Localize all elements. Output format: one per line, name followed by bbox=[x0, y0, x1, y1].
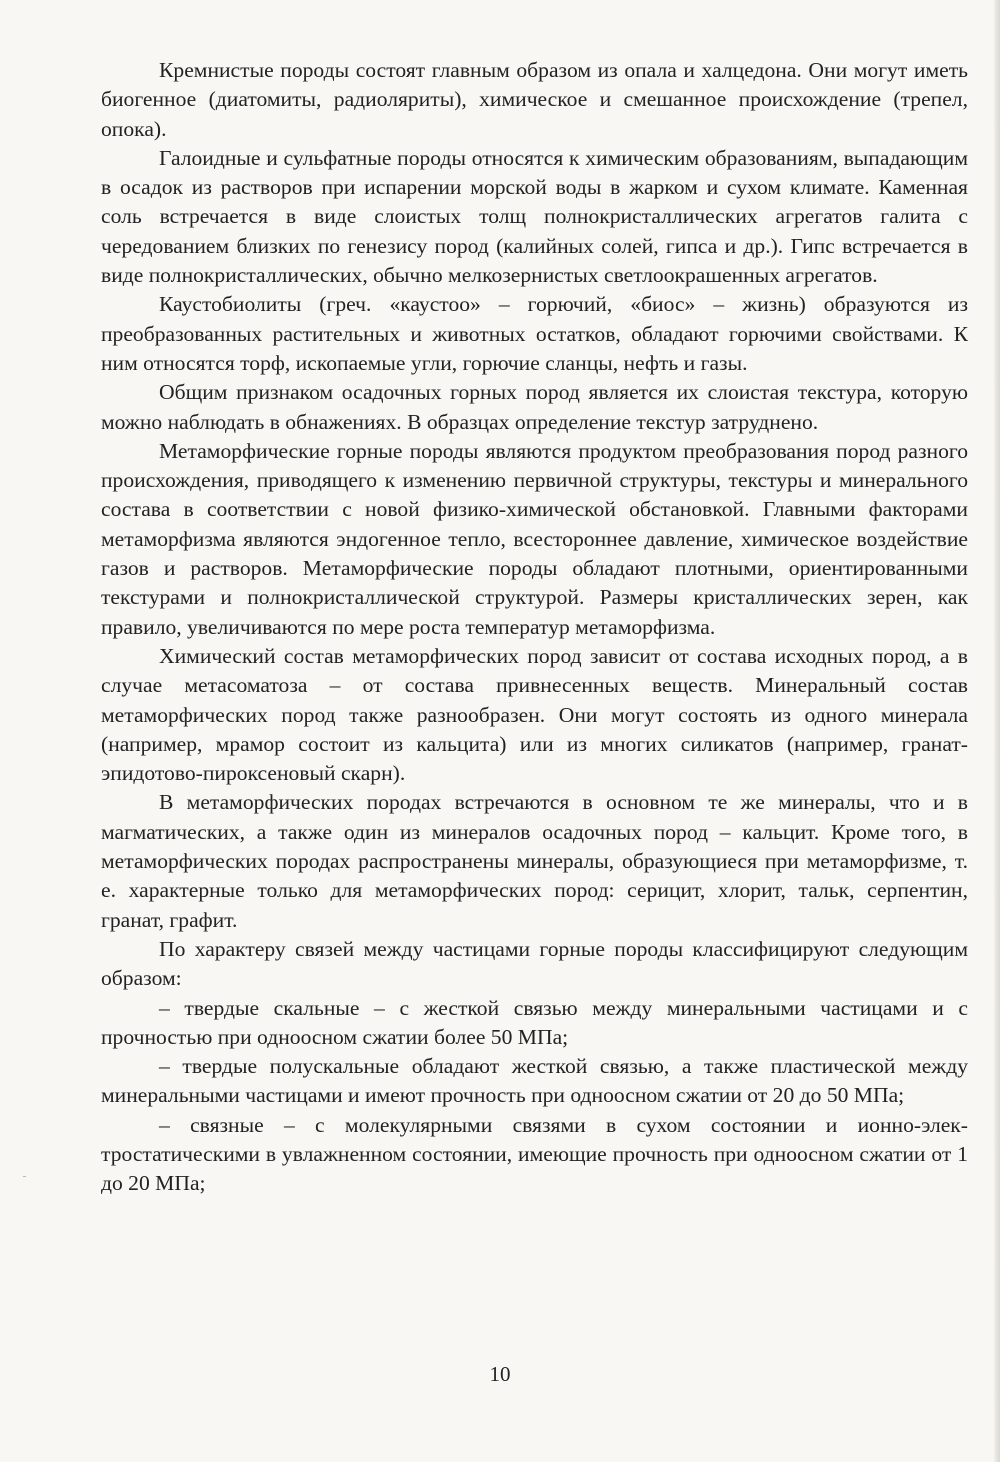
list-item-semi-rock: – твердые полускальные обладают жесткой связью, а также пластической между минеральными частицами и имеют прочность при одноосном сжатии от 20 до 50 МПа; bbox=[101, 1054, 968, 1108]
paragraph-siliceous-rocks: Кремнистые породы состоят главным образом из опала и халцедона. Они могут иметь биогенное (диатомиты, радиоляриты), химическое и смешанное происхождение (трепел, опока). bbox=[101, 58, 968, 141]
scan-speck bbox=[23, 1176, 26, 1177]
list-item-hard-rock: – твердые скальные – с жесткой связью между минеральными частицами и с прочностью при одноосном сжатии более 50 МПа; bbox=[101, 995, 968, 1049]
page-edge-shadow bbox=[994, 0, 1000, 1462]
body-text bbox=[101, 56, 968, 1199]
paragraph-metamorphic-rocks: Метаморфические горные породы являются продуктом преобразования пород разного происхождения, приводящего к изменению первичной структуры, текстуры и минерального состава в соответствии с новой физико-химической обстановкой. Главными факторами метаморфизма являются эндогенное тепло, всестороннее давление, химическое воздействие газов и растворов. Метаморфические породы обладают плотными, ориентированными текстурами и полнокристаллической структурой. Размеры кристаллических зерен, как правило, увеличиваются по мере роста температур метаморфизма. bbox=[101, 438, 968, 639]
paragraph-halide-sulfate-rocks: Галоидные и сульфатные породы относятся к химическим образованиям, выпадающим в осадок из растворов при испарении морской воды в жарком и сухом климате. Каменная соль встречается в виде слоистых толщ полнокристаллических агрегатов галита с чередованием близких по генезису пород (калийных солей, гипса и др.). Гипс встречается в виде полнокристаллических, обычно мелкозернистых светлоокрашенных агрегатов. bbox=[101, 145, 968, 288]
paragraph-classification-intro: По характеру связей между частицами горные породы классифицируют следующим образом: bbox=[101, 936, 968, 991]
page-number: 10 bbox=[489, 1362, 511, 1386]
paragraph-caustobiolites: Каустобиолиты (греч. «каустоо» – горючий, «биос» – жизнь) образуются из преобразованных растительных и животных остатков, обладают горючими свойствами. К ним относятся торф, ископаемые угли, горючие сланцы, нефть и газы. bbox=[101, 292, 968, 375]
list-item-cohesive: – связные – с молекулярными связями в сухом состоянии и ионно-электростатическими в увлажненном состоянии, имеющие прочность при одноосном сжатии от 1 до 20 МПа; bbox=[101, 1112, 968, 1196]
paragraph-metamorphic-minerals: В метаморфических породах встречаются в основном те же минералы, что и в магматических, а также один из минералов осадочных пород – кальцит. Кроме того, в метаморфических породах распространены минералы, образующиеся при метаморфизме, т. е. характерные только для метаморфических пород: серицит, хлорит, тальк, серпентин, гранат, графит. bbox=[101, 790, 968, 932]
paragraph-metamorphic-composition: Химический состав метаморфических пород зависит от состава исходных пород, а в случае метасоматоза – от состава привнесенных веществ. Минеральный состав метаморфических пород также разнообразен. Они могут состоять из одного минерала (например, мрамор состоит из кальцита) или из многих силикатов (например, гранат-эпидотово-пироксеновый скарн). bbox=[101, 643, 968, 786]
paragraph-sedimentary-texture: Общим признаком осадочных горных пород является их слоистая текстура, которую можно наблюдать в обнажениях. В образцах определение текстур затруднено. bbox=[101, 380, 968, 434]
